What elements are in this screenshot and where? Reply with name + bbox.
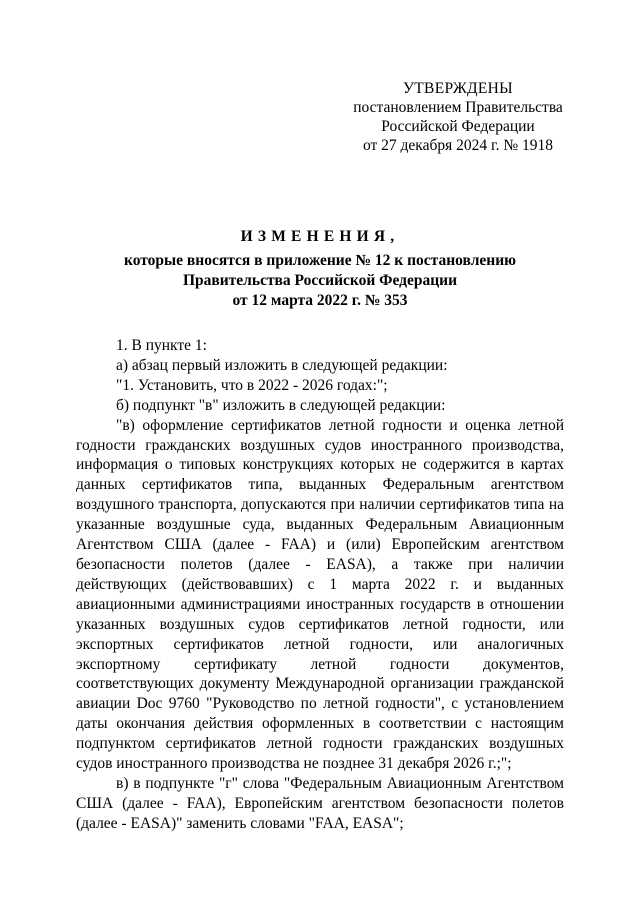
approval-line-1: постановлением Правительства [353,99,563,116]
paragraph-4: б) подпункт "в" изложить в следующей редакции: [116,396,446,414]
paragraph-1: 1. В пункте 1: [116,337,207,354]
approval-block [330,79,586,155]
paragraph-6: в) в подпункте "г" слова "Федеральным Авиационным Агентством США (далее - FAA), Европейским агентством безопасности полетов (далее - EASA)" заменить словами "FAA, EASA"; [76,774,564,832]
paragraph-5: "в) оформление сертификатов летной годности и оценка летной годности гражданских воздушных судов иностранного производства, информация о типовых конструкциях которых не содержится в картах данных сертификатов типа, выданных Федеральным агентством воздушного транспорта, допускаются при наличии сертификатов типа на указанные воздушные суда, выданных Федеральным Авиационным Агентством США (далее - FAA) и (или) Европейским агентством безопасности полетов (далее - EASA), а также при наличии действующих (действовавших) с 1 марта 2022 г. и выданных авиационными администрациями иностранных государств в отношении указанных воздушных судов сертификатов летной годности, или экспортных сертификатов летной годности, или аналогичных экспортному сертификату летной годности документов, соответствующих документу Международной организации гражданской авиации Doc 9760 "Руководство по летной годности", с установлением даты окончания действия оформленных в соответствии с настоящим подпунктом сертификатов летной годности гражданских воздушных судов иностранного производства не позднее 31 декабря 2026 г.;"; [76,416,564,773]
paragraph-3: "1. Установить, что в 2022 - 2026 годах:"; [116,376,388,394]
approval-line-2: Российской Федерации [381,118,535,135]
heading-title: ИЗМЕНЕНИЯ, [240,228,400,245]
document-body [76,336,564,834]
heading-subtitle-3: от 12 марта 2022 г. № 353 [232,292,408,309]
document-heading [80,227,560,311]
approval-line-3: от 27 декабря 2024 г. № 1918 [362,137,554,154]
heading-subtitle-1: которые вносятся в приложение № 12 к постановлению [124,252,516,269]
approval-title: УТВЕРЖДЕНЫ [403,80,513,97]
heading-subtitle-2: Правительства Российской Федерации [182,272,458,289]
paragraph-2: а) абзац первый изложить в следующей редакции: [116,356,448,374]
